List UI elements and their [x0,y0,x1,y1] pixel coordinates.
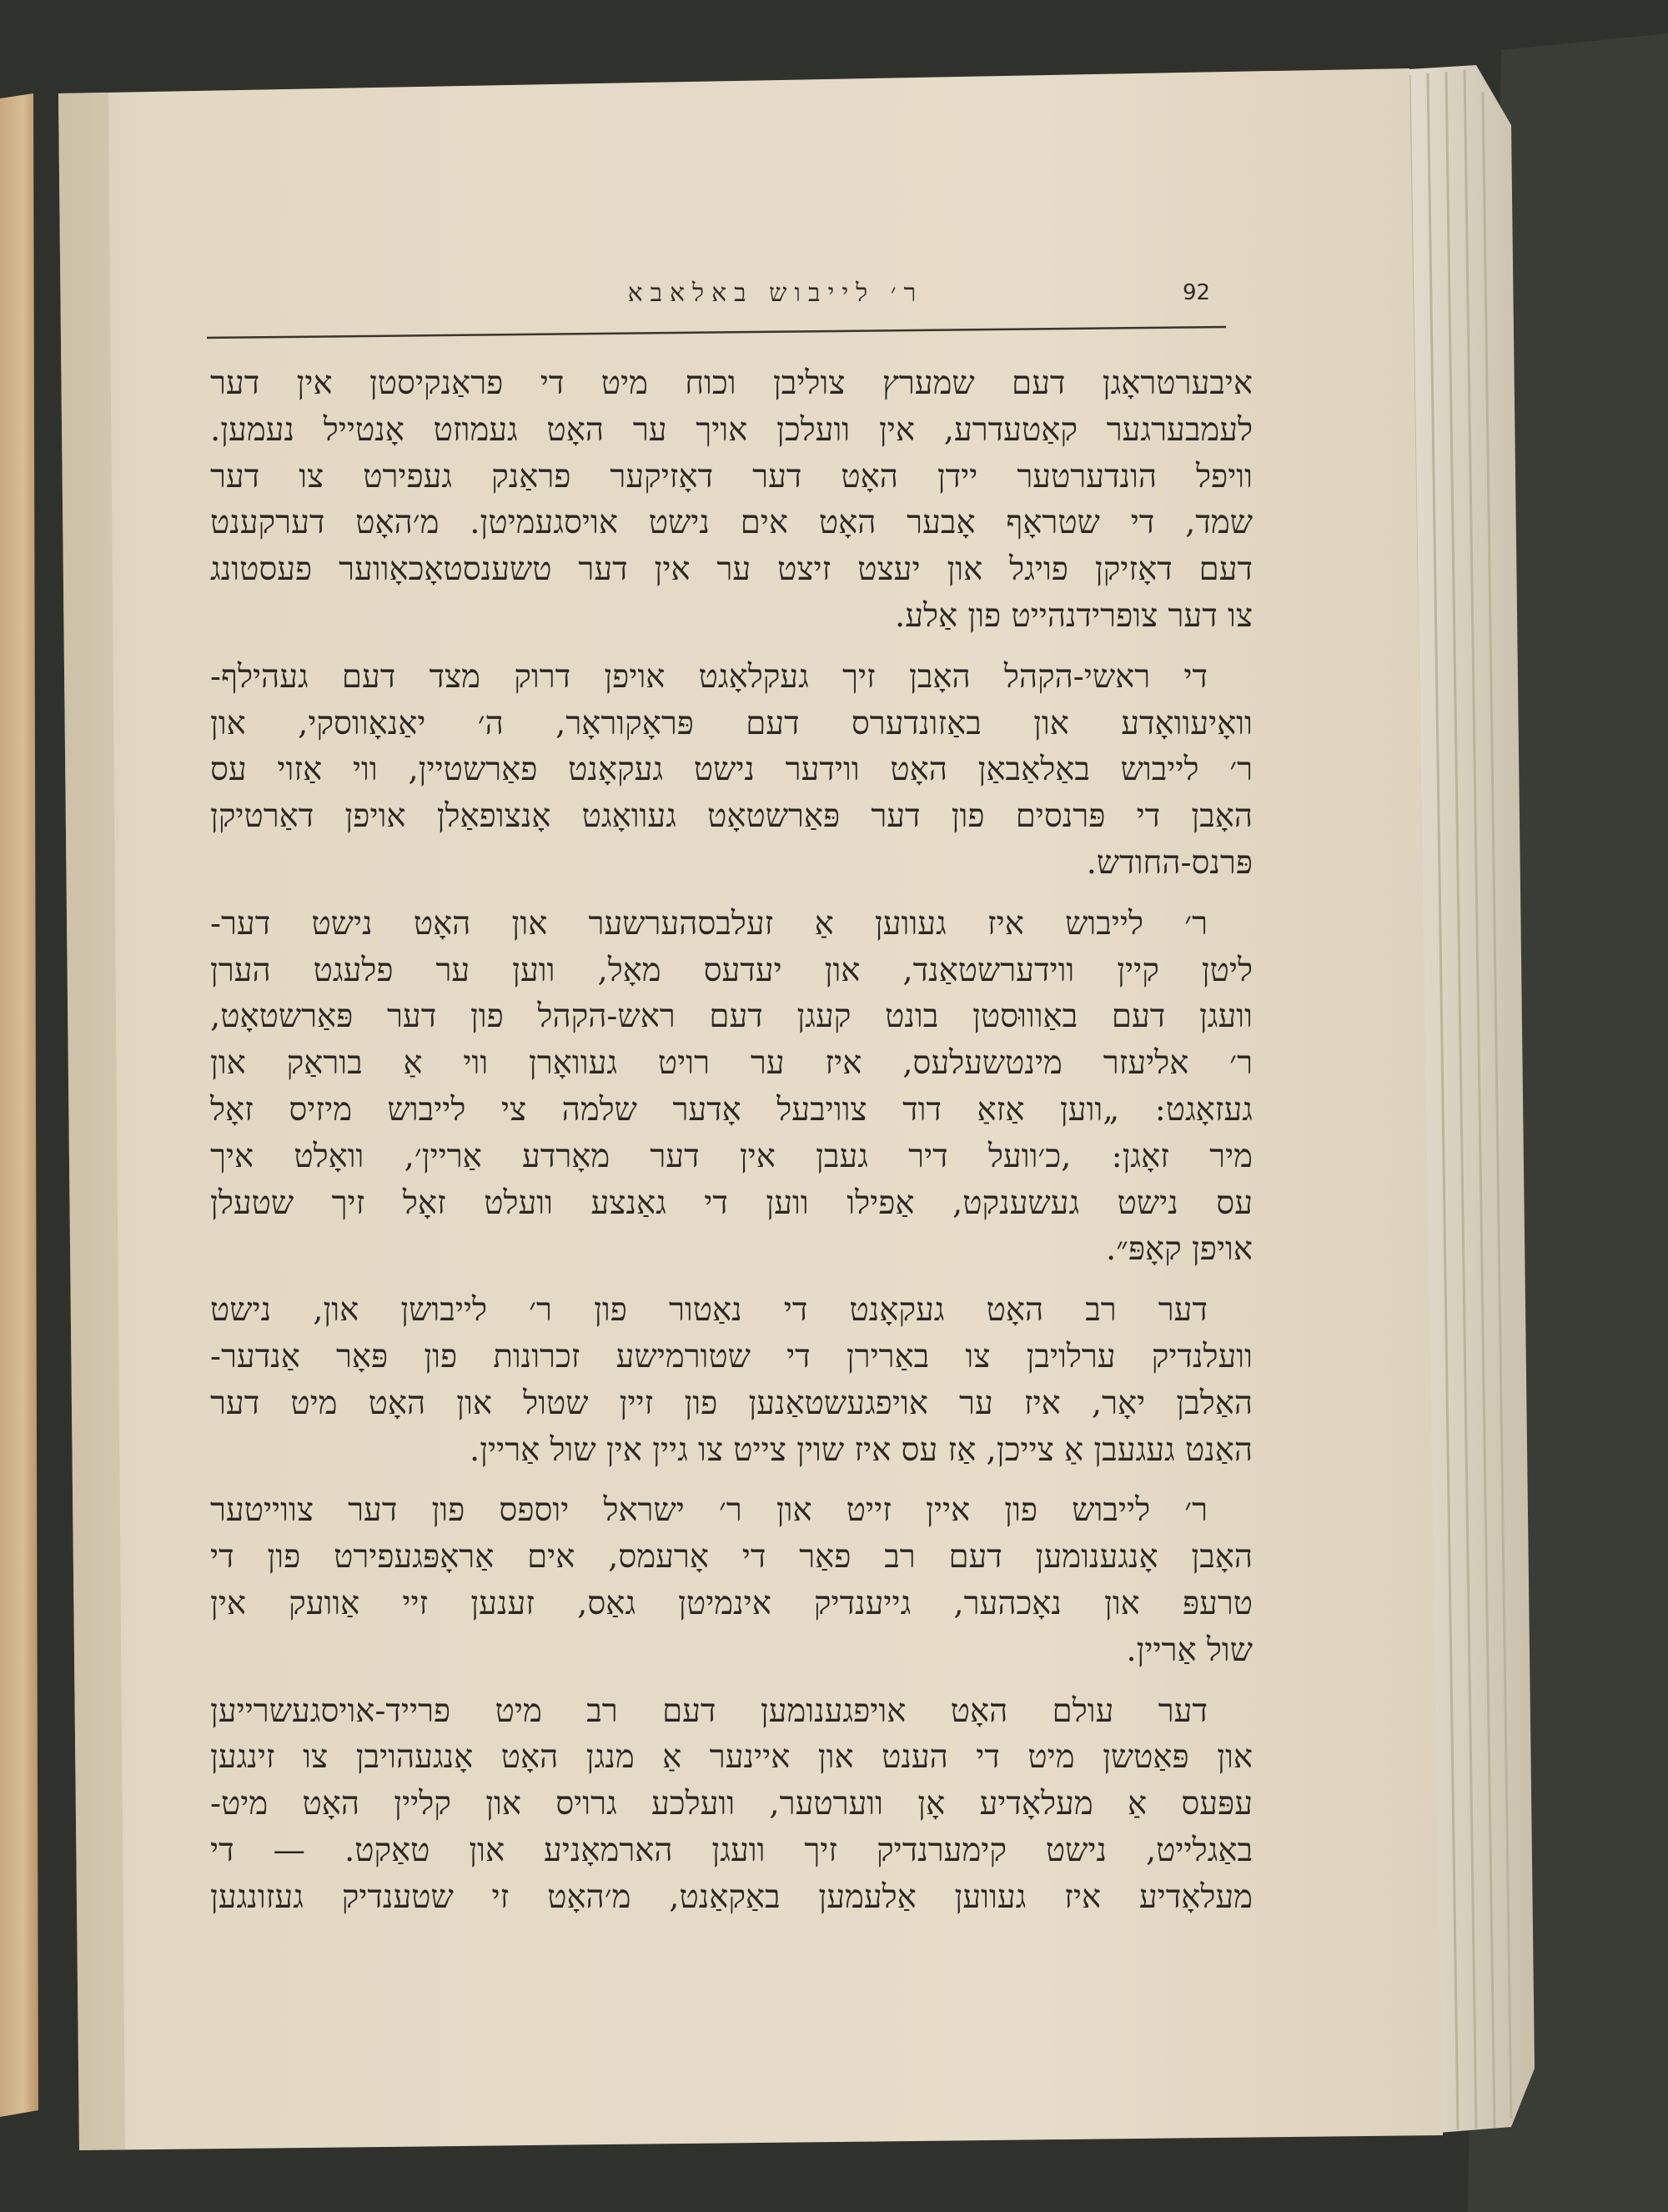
paragraph [210,360,1253,640]
text-line: און פּאַטשן מיט די הענט און איינער אַ מנגן האָט אָנגעהויבן צו זינגען [210,1738,1253,1777]
paragraph [210,1487,1253,1673]
text-line: וועלנדיק ערלויבן צו באַרירן די שטורמישע זכרונות פון פּאָר אַנדער- [210,1337,1253,1375]
text-line: ר׳ לייבוש איז געווען אַ זעלבסהערשער און האָט נישט דער- [210,904,1208,943]
text-line: צו דער צופרידנהייט פון אַלע. [895,596,1253,635]
text-line: דעם דאָזיקן פויגל און יעצט זיצט ער אין דער טשענסטאָכאָווער פעסטונג [210,550,1253,589]
text-line: וויפל הונדערטער יידן האָט דער דאָזיקער פראַנק געפירט צו דער [210,457,1253,495]
text-line: מעלאָדיע איז געווען אַלעמען באַקאַנט, מ׳האָט זי שטענדיק געזונגען [210,1878,1253,1916]
text-line: ר׳ לייבוש באַלאַבאַן האָט ווידער נישט געקאָנט פאַרשטיין, ווי אַזוי עס [210,751,1253,789]
paragraph [210,1688,1253,1921]
text-line: מיר זאָגן: ,כ׳וועל דיר געבן אין דער מאָרדע אַריין׳, וואָלט איך [210,1137,1253,1175]
left-page-edge [0,93,38,2117]
text-line: וואָיעוואָדע און באַזונדערס דעם פּראָקוראָר, ה׳ יאַנאָווסקי, און [210,704,1253,742]
text-line: איבערטראָגן דעם שמערץ צוליבן וכוח מיט די פראַנקיסטן אין דער [210,364,1253,402]
text-line: לעמבערגער קאַטעדרע, אין וועלכן אויך ער האָט געמוזט אָנטייל נעמען. [210,410,1253,449]
paragraph [210,1287,1253,1473]
text-line: עס נישט געשענקט, אַפילו ווען די גאַנצע וועלט זאָל זיך שטעלן [210,1184,1253,1222]
text-line: אויפן קאָפּ״. [1105,1230,1253,1269]
text-line: עפּעס אַ מעלאָדיע אָן ווערטער, וועלכע גרויס און קליין האָט מיט- [210,1785,1253,1823]
text-line: וועגן דעם באַוווּסטן בונט קעגן דעם ראש-הקהל פון דער פּאַרשטאָט, [210,998,1253,1036]
text-line: האָבן די פּרנסים פון דער פּאַרשטאָט געוואָגט אָנצופאַלן אויפן דאַרטיקן [210,797,1253,836]
text-line: ר׳ לייבוש פון איין זייט און ר׳ ישראל יוספס פון דער צווייטער [210,1491,1208,1530]
text-line: ר׳ אליעזר מינטשעלעס, איז ער רויט געוואָרן ווי אַ בוראַק און [210,1044,1253,1083]
running-head: ר׳ לייבוש באלאבא [627,279,924,308]
text-line: האַנט געגעבן אַ צייכן, אַז עס איז שוין צייט צו גיין אין שול אַריין. [469,1430,1253,1469]
text-line: טרעפּ און נאָכהער, גייענדיק אינמיטן גאַס, זענען זיי אַוועק אין [210,1584,1253,1622]
text-line: שמד, די שטראָף אָבער האָט אים נישט אויסגעמיטן. מ׳האָט דערקענט [210,504,1253,542]
text-line: באַגלייט, נישט קימערנדיק זיך וועגן הארמאָניע און טאַקט. — די [210,1831,1253,1869]
text-line: האָבן אָנגענומען דעם רב פאַר די אָרעמס, אים אַראָפּגעפירט פון די [210,1538,1253,1576]
paragraph [210,901,1253,1273]
text-line: דער עולם האָט אויפגענומען דעם רב מיט פרייד-אויסגעשרייען [210,1692,1208,1730]
page-number: 92 [1183,280,1211,305]
paragraph [210,654,1253,887]
text-line: די ראשי-הקהל האָבן זיך געקלאָגט אויפן דרוק מצד דעם געהילף- [210,657,1208,696]
body-text [210,360,1253,1921]
text-line: האַלבן יאָר, איז ער אויפגעשטאַנען פון זיין שטול און האָט מיט דער [210,1384,1253,1422]
text-line: געזאָגט: „ווען אַזאַ דוד צוויבעל אָדער שלמה צי לייבוש מיזיס זאָל [210,1090,1253,1129]
text-line: פּרנס-החודש. [1086,843,1253,882]
text-line: ליטן קיין ווידערשטאַנד, און יעדעס מאָל, ווען ער פלעגט הערן [210,951,1253,989]
text-line: דער רב האָט געקאָנט די נאַטור פון ר׳ לייבושן און, נישט [210,1291,1208,1330]
text-line: שול אַריין. [1126,1631,1253,1669]
